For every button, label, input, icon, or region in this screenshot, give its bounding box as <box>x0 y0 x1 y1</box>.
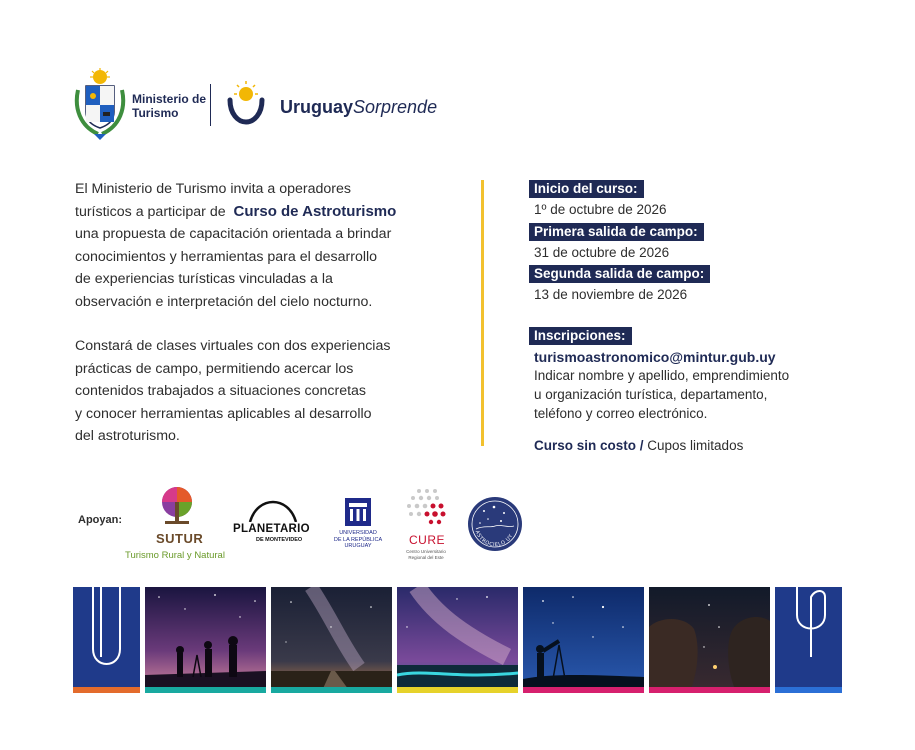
course-name: Curso de Astroturismo <box>233 202 397 220</box>
udelar-line: DE LA REPÚBLICA <box>333 536 383 543</box>
schedule-first-field-trip <box>529 223 704 261</box>
description-line: del astroturismo. <box>75 428 180 444</box>
telescope-silhouette-photo <box>523 587 644 693</box>
intro-line <box>75 201 470 224</box>
sutur-tree-icon <box>157 486 197 530</box>
header-divider <box>210 84 211 126</box>
planetario-name: PLANETARIO <box>233 523 310 535</box>
schedule-second-field-trip <box>529 265 710 303</box>
header-logos <box>72 68 452 140</box>
description-line: contenidos trabajados a situaciones concretas <box>75 383 367 399</box>
intro-line: de experiencias turísticas vinculadas a la <box>75 271 333 287</box>
column-divider <box>481 180 484 446</box>
cure-sub-line: Regional del Este <box>408 554 444 560</box>
description-paragraph <box>75 335 470 448</box>
color-bar <box>649 687 770 693</box>
uruguay-sorprende-sun-icon <box>224 78 268 126</box>
cost-note <box>534 438 743 453</box>
telescope-silhouette-tile <box>523 587 644 693</box>
coat-of-arms-icon <box>72 68 128 140</box>
color-bar <box>145 687 266 693</box>
stargazers-photo <box>145 587 266 693</box>
cost-bold: Curso sin costo / <box>534 438 644 453</box>
planetario-dome-icon <box>248 500 298 522</box>
registration-block <box>529 327 834 423</box>
astro-seal-icon <box>466 495 524 553</box>
milky-way-road-tile <box>271 587 392 693</box>
brand-bold: Uruguay <box>280 97 354 117</box>
udelar-shield-icon <box>344 497 372 527</box>
milky-way-road-photo <box>271 587 392 693</box>
cure-sub-line: Centro Universitario <box>406 549 446 554</box>
uruguay-sorprende-wordmark <box>280 97 437 118</box>
schedule-label: Inicio del curso: <box>529 180 644 198</box>
udelar-line: URUGUAY <box>344 543 372 549</box>
registration-email-link[interactable]: turismoastronomico@mintur.gub.uy <box>534 349 776 365</box>
schedule-start <box>529 180 667 218</box>
color-bar <box>523 687 644 693</box>
cure-name: CURE <box>409 533 446 547</box>
intro-paragraph <box>75 178 470 313</box>
astro-seal-ring-path: ASTROCIELO UY <box>473 529 515 549</box>
udelar-name <box>330 530 386 550</box>
cure-dots-icon <box>405 487 449 531</box>
color-bar <box>73 687 140 693</box>
description-line: prácticas de campo, permitiendo acercar los <box>75 360 354 377</box>
intro-line: El Ministerio de Turismo invita a operadores <box>75 181 351 197</box>
color-bar <box>397 687 518 693</box>
sponsors-label: Apoyan: <box>78 514 122 526</box>
pattern-loop-icon <box>775 587 842 693</box>
planetario-subtitle: DE MONTEVIDEO <box>256 537 303 543</box>
cost-rest: Cupos limitados <box>643 438 744 453</box>
sutur-subtitle: Turismo Rural y Natural <box>125 550 225 561</box>
pattern-u-tile <box>73 587 140 693</box>
cure-subtitle <box>403 549 449 560</box>
intro-line: observación e interpretación del cielo nocturno. <box>75 293 373 310</box>
rocks-night-tile <box>649 587 770 693</box>
description-line: Constará de clases virtuales con dos experiencias <box>75 338 391 354</box>
registration-line: u organización turística, departamento, <box>534 387 768 402</box>
udelar-line: UNIVERSIDAD <box>339 530 377 536</box>
color-bar <box>775 687 842 693</box>
registration-label: Inscripciones: <box>529 327 632 345</box>
intro-line-pre: turísticos a participar de <box>75 203 226 220</box>
schedule-value: 13 de noviembre de 2026 <box>534 287 688 302</box>
schedule-value: 1º de octubre de 2026 <box>534 202 667 217</box>
pattern-loop-tile <box>775 587 842 693</box>
registration-line: teléfono y correo electrónico. <box>534 406 708 421</box>
schedule-label: Primera salida de campo: <box>529 223 704 241</box>
brand-italic: Sorprende <box>353 97 438 117</box>
registration-line: Indicar nombre y apellido, emprendimiento <box>534 368 790 383</box>
sutur-name: SUTUR <box>156 531 204 546</box>
schedule-label: Segunda salida de campo: <box>529 265 710 283</box>
intro-line: una propuesta de capacitación orientada a brindar <box>75 226 392 242</box>
milky-way-coast-tile <box>397 587 518 693</box>
milky-way-coast-photo <box>397 587 518 693</box>
rocks-night-photo <box>649 587 770 693</box>
pattern-u-icon <box>73 587 140 693</box>
description-line: y conocer herramientas aplicables al desarrollo <box>75 405 372 422</box>
intro-line: conocimientos y herramientas para el desarrollo <box>75 248 378 265</box>
stargazers-tile <box>145 587 266 693</box>
color-bar <box>271 687 392 693</box>
schedule-value: 31 de octubre de 2026 <box>534 245 670 260</box>
ministry-name: Ministerio de Turismo <box>132 92 207 120</box>
